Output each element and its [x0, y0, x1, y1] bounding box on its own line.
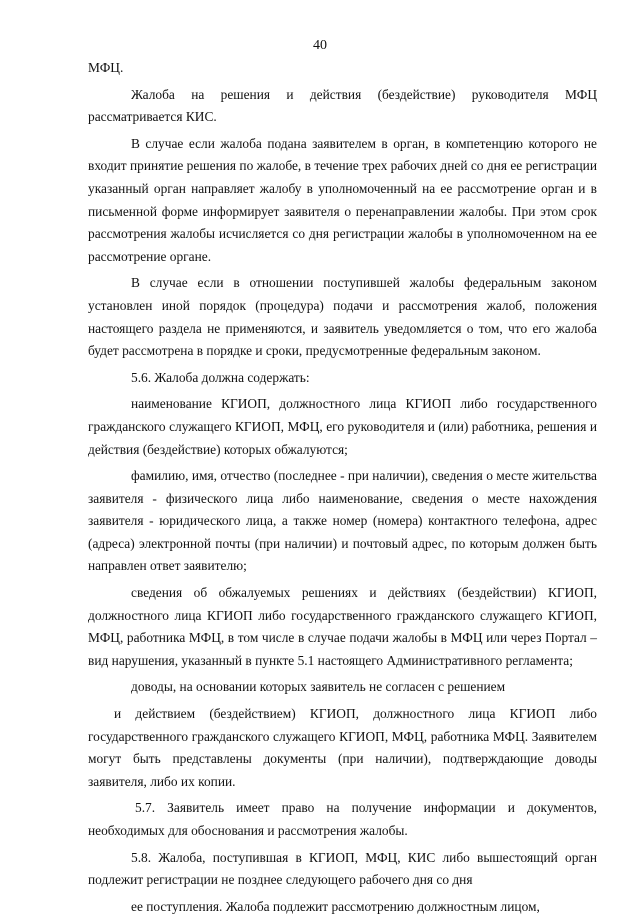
paragraph: и действием (бездействием) КГИОП, должностного лица КГИОП либо государственного гражданского служащего КГИОП, МФЦ, работника МФЦ. Заявителем могут быть представлены документы (при наличии), подтверждающие доводы заявителя, либо их копии. — [88, 706, 597, 789]
paragraph: сведения об обжалуемых решениях и действиях (бездействии) КГИОП, должностного лица КГИОП либо государственного гражданского служащего КГИОП, МФЦ, работника МФЦ, в том числе в случае подачи жалобы в МФЦ или через Портал – вид нарушения, указанный в пункте 5.1 настоящего Административного регламента; — [88, 585, 597, 668]
paragraph: наименование КГИОП, должностного лица КГИОП либо государственного гражданского служащего КГИОП, МФЦ, его руководителя и (или) работника, решения и действия (бездействие) которых обжалуются; — [88, 396, 597, 457]
paragraph: В случае если в отношении поступившей жалобы федеральным законом установлен иной порядок (процедура) подачи и рассмотрения жалоб, положения настоящего раздела не применяются, и заявитель уведомляется о том, что его жалоба будет рассмотрена в порядке и сроки, предусмотренные федеральным законом. — [88, 275, 597, 359]
document-body — [88, 57, 597, 918]
paragraph: ее поступления. Жалоба подлежит рассмотрению должностным лицом, — [131, 898, 540, 914]
paragraph: 5.7. Заявитель имеет право на получение информации и документов, необходимых для обоснования и рассмотрения жалобы. — [88, 800, 597, 838]
paragraph: фамилию, имя, отчество (последнее - при наличии), сведения о месте жительства заявителя - физического лица либо наименование, сведения о месте нахождения заявителя - юридического лица, а также номер (номера) контактного телефона, адрес (адреса) электронной почты (при наличии) и почтовый адрес, по которым должен быть направлен ответ заявителю; — [88, 468, 597, 574]
page-number: 40 — [313, 38, 327, 53]
paragraph: В случае если жалоба подана заявителем в орган, в компетенцию которого не входит принятие решения по жалобе, в течение трех рабочих дней со дня ее регистрации указанный орган направляет жалобу в уполномоченный на ее рассмотрение орган и в письменной форме информирует заявителя о перенаправлении жалобы. При этом срок рассмотрения жалобы исчисляется со дня регистрации жалобы в уполномоченном на ее рассмотрение органе. — [88, 135, 597, 264]
paragraph: 5.6. Жалоба должна содержать: — [131, 369, 310, 385]
paragraph: Жалоба на решения и действия (бездействие) руководителя МФЦ рассматривается КИС. — [88, 86, 597, 125]
paragraph: 5.8. Жалоба, поступившая в КГИОП, МФЦ, КИС либо вышестоящий орган подлежит регистрации не позднее следующего рабочего дня со дня — [88, 849, 597, 888]
paragraph: доводы, на основании которых заявитель не согласен с решением — [131, 679, 506, 695]
paragraph: МФЦ. — [88, 60, 124, 75]
